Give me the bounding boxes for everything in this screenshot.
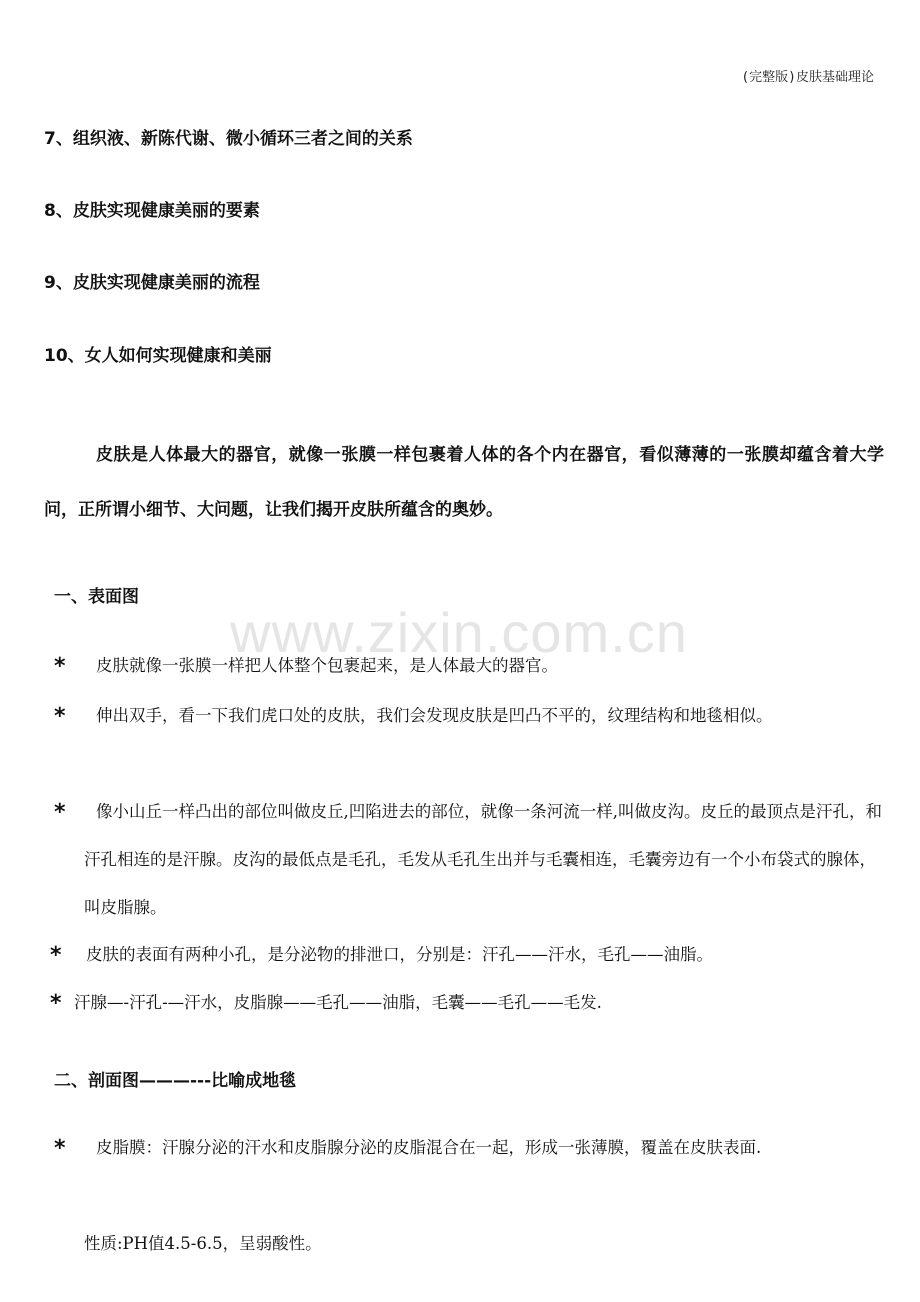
sebum-membrane-bullet: 皮脂膜：汗腺分泌的汗水和皮脂腺分泌的皮脂混合在一起，形成一张薄膜，覆盖在皮肤表面.	[96, 1138, 762, 1157]
bullet-star: *	[54, 704, 66, 729]
intro-paragraph: 皮肤是人体最大的器官，就像一张膜一样包裹着人体的各个内在器官，看似薄薄的一张膜却蕴含着大学问，正所谓小细节、大问题，让我们揭开皮肤所蕴含的奥妙。	[44, 445, 884, 520]
question-10: 10、女人如何实现健康和美丽	[44, 346, 272, 366]
bullet-star: *	[54, 1136, 66, 1161]
bullet-star: *	[54, 800, 66, 825]
section-1-title: 一、表面图	[54, 587, 139, 607]
section-2-title: 二、剖面图———---比喻成地毯	[54, 1071, 297, 1091]
bullet-3: 像小山丘一样凸出的部位叫做皮丘,凹陷进去的部位，就像一条河流一样,叫做皮沟。皮丘的最顶点是汗孔，和汗孔相连的是汗腺。皮沟的最低点是毛孔，毛发从毛孔生出并与毛囊相连，毛囊旁边有一个小布袋式的腺体，叫皮脂腺。	[84, 802, 882, 917]
question-9: 9、皮肤实现健康美丽的流程	[44, 273, 260, 293]
bullet-5: 汗腺—-汗孔-—汗水，皮脂腺——毛孔——油脂，毛囊——毛孔——毛发.	[74, 993, 602, 1012]
question-8: 8、皮肤实现健康美丽的要素	[44, 201, 260, 221]
bullet-star: *	[54, 654, 66, 679]
question-7: 7、组织液、新陈代谢、微小循环三者之间的关系	[44, 129, 413, 149]
bullet-star: *	[50, 943, 62, 968]
watermark: www.zixin.com.cn	[230, 601, 688, 664]
bullet-1: 皮肤就像一张膜一样把人体整个包裹起来，是人体最大的器官。	[96, 656, 558, 675]
bullet-4: 皮肤的表面有两种小孔，是分泌物的排泄口，分别是：汗孔——汗水，毛孔——油脂。	[86, 945, 713, 964]
bullet-2: 伸出双手，看一下我们虎口处的皮肤，我们会发现皮肤是凹凸不平的，纹理结构和地毯相似。	[96, 706, 773, 725]
page-header: (完整版)皮肤基础理论	[741, 70, 874, 85]
bullet-star: *	[50, 991, 62, 1016]
ph-property: 性质:PH值4.5-6.5，呈弱酸性。	[84, 1234, 322, 1253]
